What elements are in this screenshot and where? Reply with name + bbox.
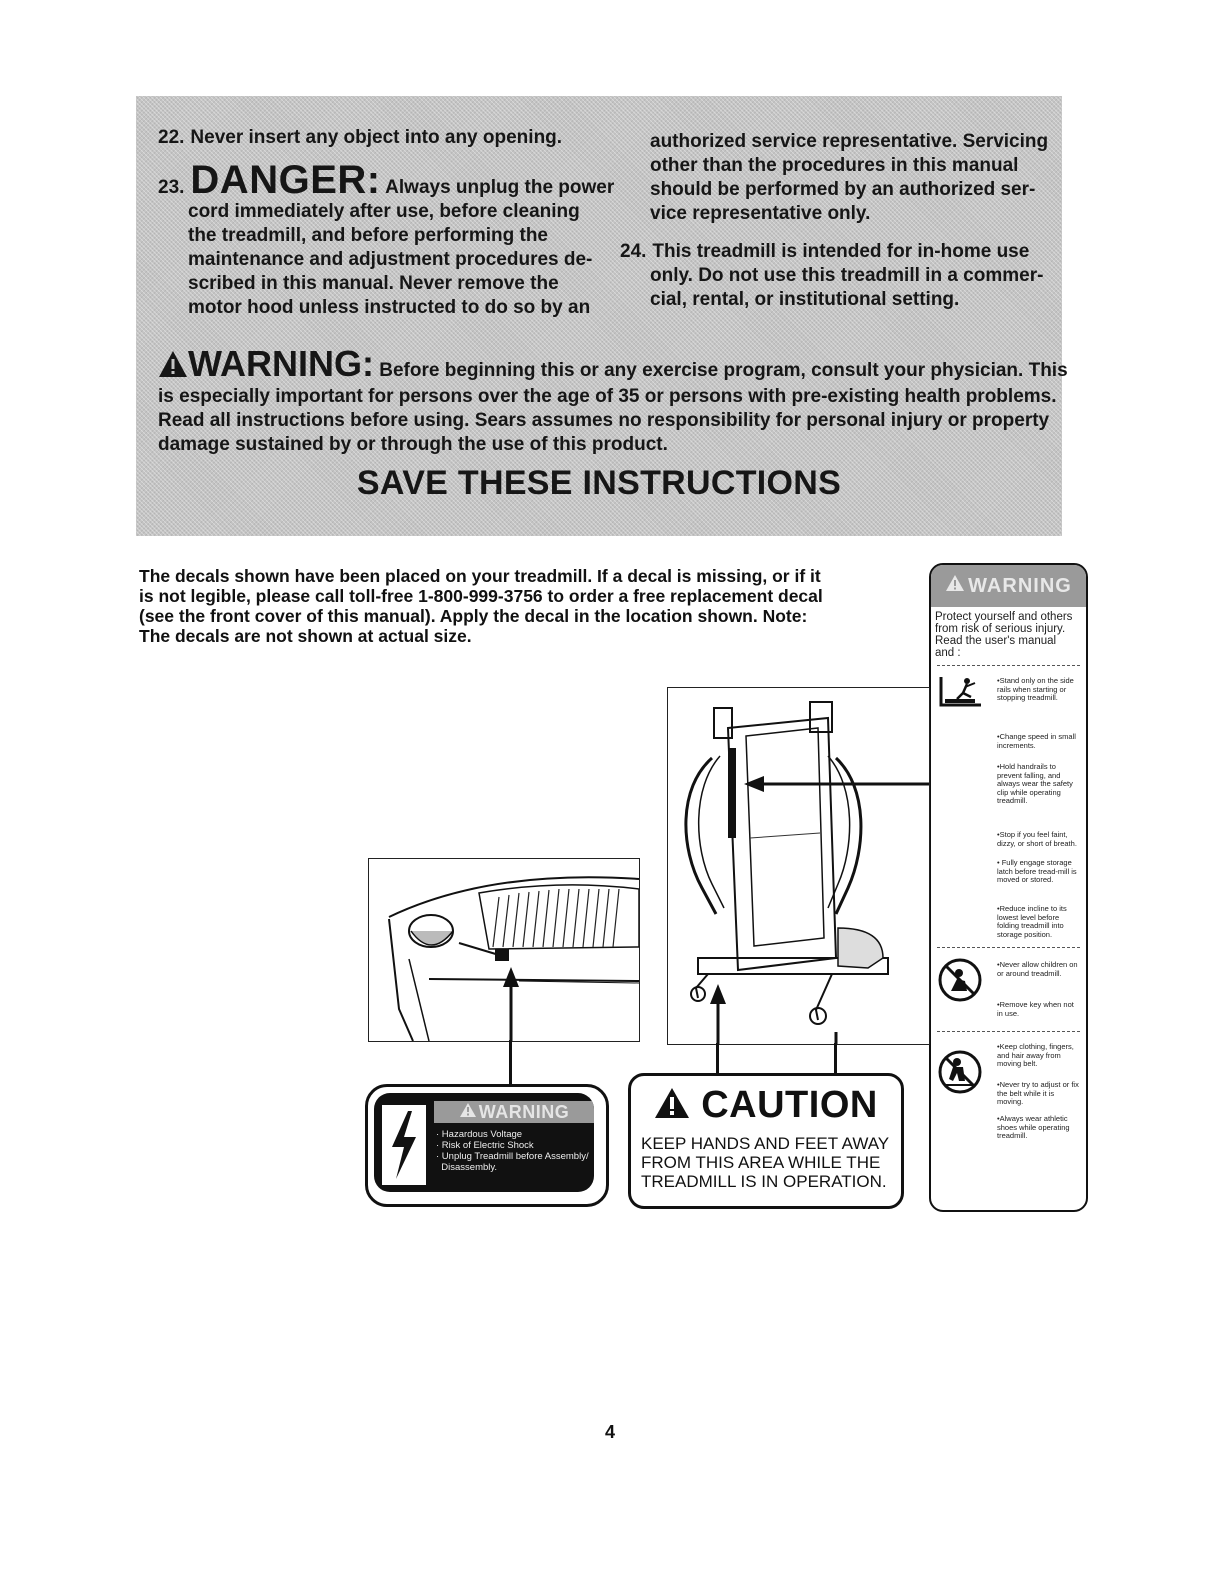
- danger-label: DANGER:: [190, 158, 381, 202]
- caution-decal: [628, 1073, 904, 1209]
- arrow-stem: [834, 1043, 837, 1075]
- motor-hood-illustration: [368, 858, 640, 1042]
- safety-item-24: 24. This treadmill is intended for in-home use only. Do not use this treadmill in a commer- cial, rental, or institutional setting.: [620, 241, 1044, 310]
- save-instructions-title: SAVE THESE INSTRUCTIONS: [356, 464, 842, 502]
- warning-triangle-icon: [654, 1084, 701, 1126]
- connector: [928, 782, 930, 783]
- warning-decal-text: · Hazardous Voltage · Risk of Electric Shock · Unplug Treadmill before Assembly/ Disassembly.: [436, 1129, 589, 1173]
- safety-instructions-box: [136, 96, 1068, 536]
- tall-item-9: •Never try to adjust or fix the belt while it is moving.: [997, 1080, 1079, 1106]
- warning-triangle-icon: [945, 574, 965, 598]
- arrow-stem: [509, 1040, 512, 1088]
- warning-triangle-icon: [158, 350, 188, 385]
- warning-paragraph: WARNING: Before beginning this or any exercise program, consult your physician. This is especially important for persons over the age of 35 or persons with pre-existing health problems. Read all instructions before using. Sears assumes no responsibility for personal injury or property damage sustained by or through the use of this product.: [158, 343, 1068, 455]
- electrical-warning-decal: [365, 1084, 609, 1207]
- tall-decal-intro: Protect yourself and others from risk of serious injury. Read the user's manual and :: [935, 611, 1073, 659]
- tall-item-7: •Remove key when not in use.: [997, 1000, 1074, 1018]
- warning-label: WARNING:: [188, 343, 374, 384]
- divider: [937, 1031, 1080, 1032]
- tall-item-8: •Keep clothing, fingers, and hair away from moving belt.: [997, 1042, 1074, 1068]
- tall-item-6: •Never allow children on or around treadmill.: [997, 960, 1078, 978]
- tall-decal-header: WARNING: [931, 565, 1086, 607]
- tall-item-10: •Always wear athletic shoes while operating treadmill.: [997, 1114, 1070, 1140]
- no-children-icon: [937, 957, 983, 1008]
- safety-item-23-continued: authorized service representative. Servicing other than the procedures in this manual should be performed by an authorized ser- vice representative only.: [650, 131, 1049, 224]
- caution-decal-text: KEEP HANDS AND FEET AWAY FROM THIS AREA WHILE THE TREADMILL IS IN OPERATION.: [641, 1134, 890, 1191]
- treadmill-illustration: [667, 687, 930, 1045]
- divider: [937, 947, 1080, 948]
- tall-warning-decal: [929, 563, 1088, 1212]
- tall-item-3: •Stop if you feel faint, dizzy, or short of breath.: [997, 830, 1077, 848]
- safety-item-22: 22. Never insert any object into any opening.: [158, 127, 563, 148]
- tall-item-4: • Fully engage storage latch before tread-mill is moved or stored.: [997, 858, 1077, 884]
- tall-item-2: •Hold handrails to prevent falling, and always wear the safety clip while operating treadmill.: [997, 762, 1073, 805]
- arrow-stem: [716, 1043, 719, 1075]
- decal-intro-paragraph: The decals shown have been placed on your treadmill. If a decal is missing, or if it is not legible, please call toll-free 1-800-999-3756 to order a free replacement decal (see the front cover of this manual). Apply the decal in the location shown. Note: The decals are not shown at actual size.: [139, 566, 823, 646]
- moving-belt-icon: [937, 1049, 983, 1100]
- warning-decal-header: WARNING: [434, 1101, 594, 1123]
- lightning-bolt-icon: [382, 1105, 426, 1185]
- caution-decal-header: CAUTION: [631, 1084, 901, 1127]
- tall-item-5: •Reduce incline to its lowest level before folding treadmill into storage position.: [997, 904, 1067, 939]
- page-number: 4: [604, 1422, 615, 1442]
- tall-item-1: •Change speed in small increments.: [997, 732, 1076, 750]
- warning-triangle-icon: [459, 1102, 477, 1123]
- side-rail-icon: [937, 673, 989, 716]
- tall-item-0: •Stand only on the side rails when starting or stopping treadmill.: [997, 676, 1074, 702]
- divider: [937, 665, 1080, 666]
- safety-item-23: 23. DANGER: Always unplug the power: [158, 158, 615, 202]
- safety-item-23-body: cord immediately after use, before cleaning the treadmill, and before performing the maintenance and adjustment procedures de- scribed in this manual. Never remove the motor hood unless instructed to do so by an: [188, 201, 593, 318]
